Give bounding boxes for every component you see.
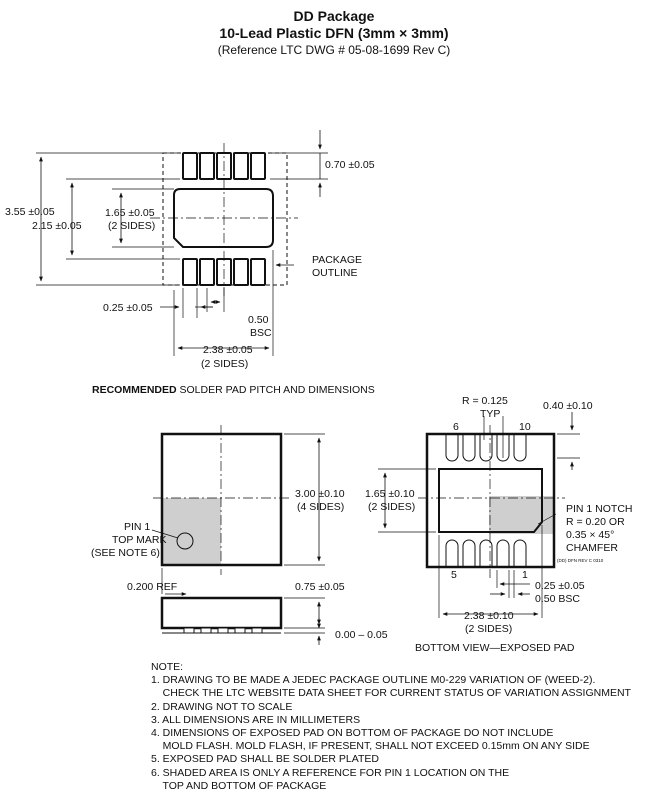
note-line: 3. ALL DIMENSIONS ARE IN MILLIMETERS: [151, 713, 361, 726]
package-outline: [163, 153, 287, 285]
package-title: DD Package: [293, 8, 375, 24]
notch-chamfer-size-label: 0.35 × 45°: [566, 529, 615, 541]
dim-238: 2.38 ±0.10: [464, 610, 514, 622]
recommended-caption: RECOMMENDED SOLDER PAD PITCH AND DIMENSIONS: [92, 384, 375, 396]
dim-238: 2.38 ±0.05: [203, 344, 253, 356]
note-line: CHECK THE LTC WEBSITE DATA SHEET FOR CURRENT STATUS OF VARIATION ASSIGNMENT: [151, 687, 631, 700]
dim-0200-ref: 0.200 REF: [127, 581, 178, 593]
dim-165: 1.65 ±0.10: [365, 488, 415, 500]
note-line: 4. DIMENSIONS OF EXPOSED PAD ON BOTTOM OF PACKAGE DO NOT INCLUDE: [151, 727, 554, 740]
dim-070: 0.70 ±0.05: [325, 159, 375, 171]
notch-radius-label: R = 0.20 OR: [566, 516, 625, 528]
package-outline-label: PACKAGE: [312, 254, 362, 266]
solder-pad: [251, 153, 265, 179]
package-outline-label: OUTLINE: [312, 267, 358, 279]
solder-pad: [234, 153, 248, 179]
dim-025: 0.25 ±0.05: [535, 580, 585, 592]
pin1-shaded-area: [162, 498, 221, 565]
side-view-body: [162, 598, 281, 628]
pin1-label: PIN 1: [124, 521, 151, 533]
note-line: 6. SHADED AREA IS ONLY A REFERENCE FOR PIN 1 LOCATION ON THE: [151, 766, 510, 779]
dim-165: 1.65 ±0.05: [105, 207, 155, 219]
dim-238-sides: (2 SIDES): [465, 623, 513, 635]
dim-050-bsc: 0.50 BSC: [535, 593, 580, 605]
pin-6-label: 6: [453, 421, 459, 433]
dim-215: 2.15 ±0.05: [32, 220, 82, 232]
top-view-labels: [5, 159, 375, 396]
pin1-shaded-area: [489, 496, 554, 534]
pin1-notch-label: PIN 1 NOTCH: [566, 503, 633, 515]
package-subtitle: 10-Lead Plastic DFN (3mm × 3mm): [219, 25, 449, 41]
note-line: 1. DRAWING TO BE MADE A JEDEC PACKAGE OUTLINE M0-229 VARIATION OF (WEED-2).: [151, 674, 596, 687]
dim-238-sides: (2 SIDES): [201, 358, 249, 370]
see-note-6-label: (SEE NOTE 6): [91, 547, 160, 559]
dim-355: 3.55 ±0.05: [5, 206, 55, 218]
dim-300: 3.00 ±0.10: [295, 488, 345, 500]
note-line: 5. EXPOSED PAD SHALL BE SOLDER PLATED: [151, 753, 379, 766]
solder-pad: [234, 259, 248, 285]
dim-050: 0.50: [248, 314, 269, 326]
solder-pad: [200, 153, 214, 179]
note-line: 2. DRAWING NOT TO SCALE: [151, 700, 293, 713]
reference-dwg: (Reference LTC DWG # 05-08-1699 Rev C): [217, 43, 451, 57]
pin-1-label: 1: [522, 569, 528, 581]
package-top-view: [152, 425, 325, 645]
dim-000-005: 0.00 – 0.05: [335, 629, 388, 641]
bottom-top-leads: [446, 434, 526, 461]
notes-heading: NOTE:: [151, 661, 184, 673]
chamfer-label: CHAMFER: [566, 542, 618, 554]
dim-025: 0.25 ±0.05: [103, 302, 153, 314]
note-line: TOP AND BOTTOM OF PACKAGE: [151, 779, 327, 792]
notes-block: [151, 661, 631, 793]
drawing-code: (DD) DFN REV C 0310: [557, 558, 604, 563]
dim-165-sides: (2 SIDES): [368, 501, 416, 513]
dim-050-bsc: BSC: [250, 327, 272, 339]
radius-label: R = 0.125: [462, 395, 508, 407]
pin-10-label: 10: [519, 421, 531, 433]
bottom-view-caption: BOTTOM VIEW—EXPOSED PAD: [415, 642, 575, 654]
dim-040: 0.40 ±0.10: [543, 400, 593, 412]
bottom-bottom-leads: [446, 540, 526, 567]
top-view: [36, 130, 328, 356]
dim-075: 0.75 ±0.05: [295, 581, 345, 593]
note-line: MOLD FLASH. MOLD FLASH, IF PRESENT, SHALL NOT EXCEED 0.15mm ON ANY SIDE: [151, 740, 590, 753]
solder-pad: [183, 153, 197, 179]
solder-pad: [200, 259, 214, 285]
solder-pad: [183, 259, 197, 285]
dim-300-sides: (4 SIDES): [297, 501, 345, 513]
pin-5-label: 5: [451, 569, 457, 581]
pin1-top-mark-label: TOP MARK: [112, 534, 167, 546]
solder-pad: [251, 259, 265, 285]
typ-label: TYP: [480, 408, 501, 420]
dim-165-sides: (2 SIDES): [108, 220, 156, 232]
